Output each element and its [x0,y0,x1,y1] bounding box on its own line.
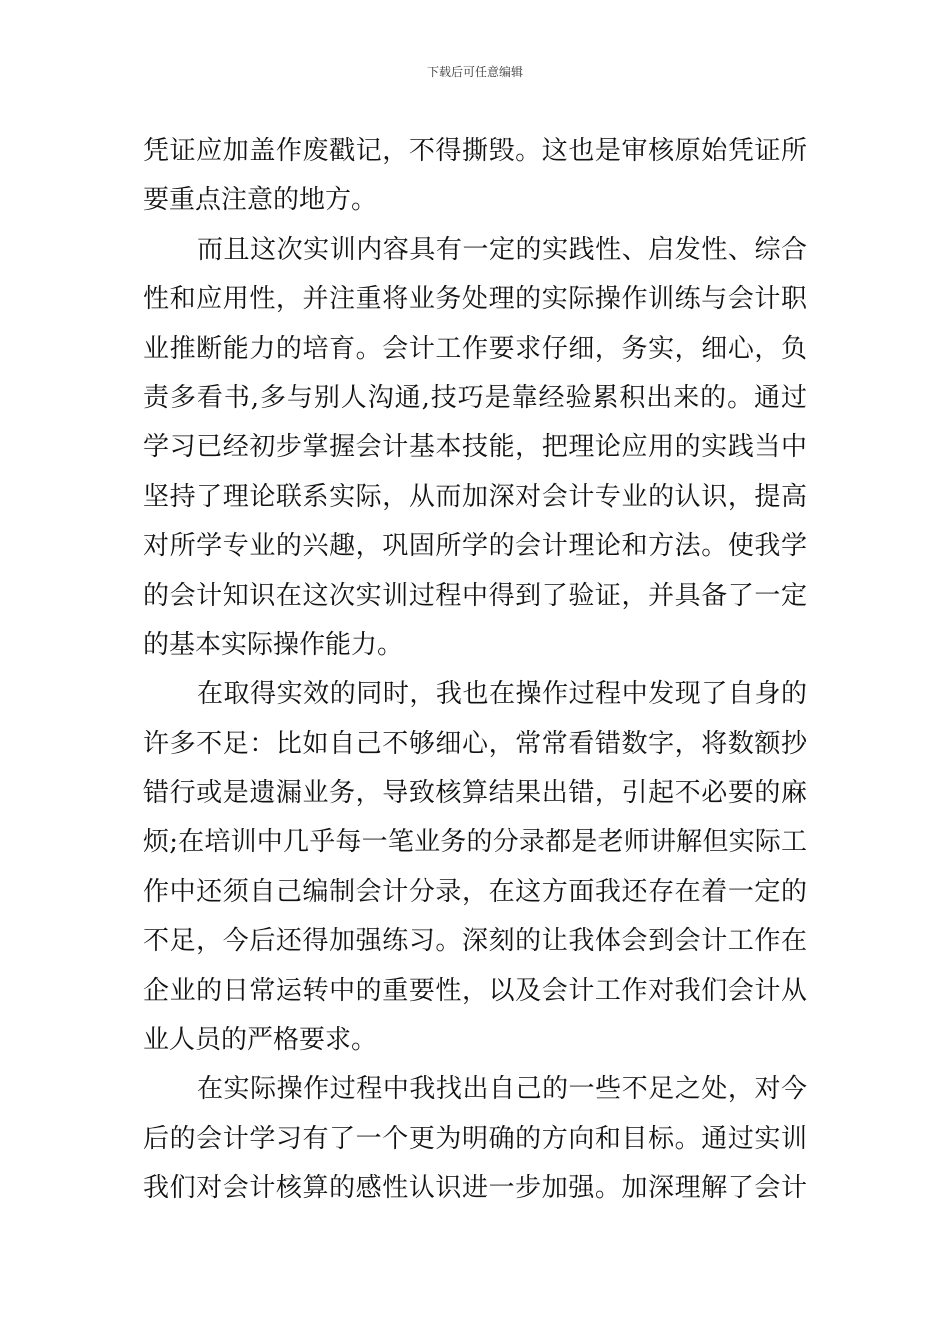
paragraph-3-line-5: 作中还须自己编制会计分录，在这方面我还存在着一定的 [143,876,807,907]
paragraph-4-line-2: 后的会计学习有了一个更为明确的方向和目标。通过实训 [143,1123,807,1154]
paragraph-2-line-3: 业推断能力的培育。会计工作要求仔细，务实，细心，负 [143,333,807,364]
paragraph-1-line-1: 凭证应加盖作废戳记，不得撕毁。这也是审核原始凭证所 [143,136,807,166]
paragraph-3-line-1: 在取得实效的同时，我也在操作过程中发现了自身的 [197,679,807,710]
header-note: 下载后可任意编辑 [426,65,523,79]
paragraph-4-line-1: 在实际操作过程中我找出自己的一些不足之处，对今 [197,1074,807,1105]
paragraph-4-line-3: 我们对会计核算的感性认识进一步加强。加深理解了会计 [143,1173,807,1204]
paragraph-3-line-6: 不足，今后还得加强练习。深刻的让我体会到会计工作在 [143,926,807,957]
paragraph-3-line-4: 烦;在培训中几乎每一笔业务的分录都是老师讲解但实际工 [143,827,807,858]
paragraph-2-line-6: 坚持了理论联系实际，从而加深对会计专业的认识，提高 [143,481,807,512]
paragraph-3-line-3: 错行或是遗漏业务，导致核算结果出错，引起不必要的麻 [143,778,807,809]
paragraph-2-line-1: 而且这次实训内容具有一定的实践性、启发性、综合 [197,234,807,265]
paragraph-3-line-8: 业人员的严格要求。 [143,1025,378,1056]
paragraph-2-line-8: 的会计知识在这次实训过程中得到了验证，并具备了一定 [143,580,807,611]
paragraph-2-line-2: 性和应用性，并注重将业务处理的实际操作训练与会计职 [143,284,807,315]
paragraph-2-line-4: 责多看书,多与别人沟通,技巧是靠经验累积出来的。通过 [143,382,807,413]
document-body [143,127,807,1214]
paragraph-3-line-2: 许多不足：比如自己不够细心，常常看错数字，将数额抄 [143,728,807,759]
paragraph-1-line-2: 要重点注意的地方。 [143,185,378,216]
paragraph-3-line-7: 企业的日常运转中的重要性，以及会计工作对我们会计从 [143,975,807,1006]
paragraph-2-line-5: 学习已经初步掌握会计基本技能，把理论应用的实践当中 [143,432,807,463]
paragraph-2-line-9: 的基本实际操作能力。 [143,629,404,660]
paragraph-2-line-7: 对所学专业的兴趣，巩固所学的会计理论和方法。使我学 [143,531,807,562]
